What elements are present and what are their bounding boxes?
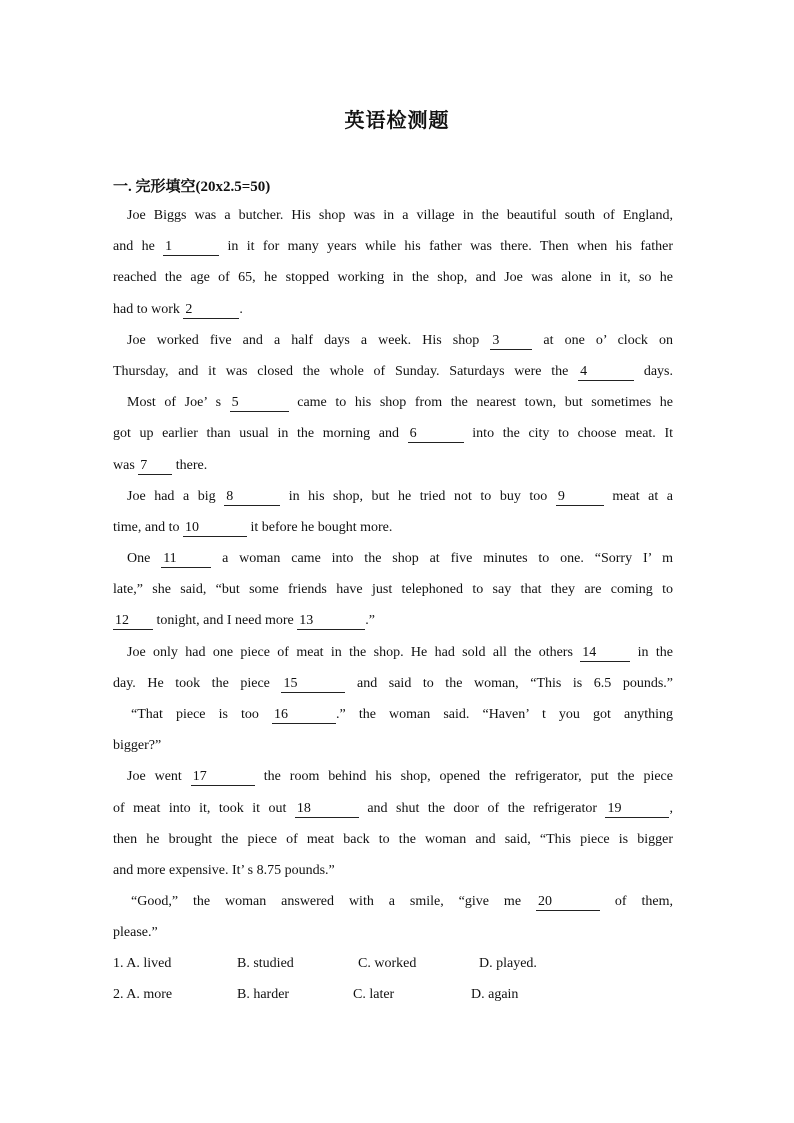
blank-7: 7 (138, 458, 172, 475)
passage-line: of meat into it, took it out 18 and shut the door of the refrigerator 19 , (113, 800, 673, 816)
passage-line: Joe worked five and a half days a week. His shop 3 at one o’ clock on (127, 332, 673, 348)
blank-12: 12 (113, 613, 153, 630)
passage-line: time, and to 10 it before he bought more. (113, 519, 393, 535)
blank-3: 3 (490, 333, 532, 350)
blank-4: 4 (578, 364, 634, 381)
passage-line: Thursday, and it was closed the whole of Sunday. Saturdays were the 4 days. (113, 363, 673, 379)
option-c: C. later (353, 987, 395, 1002)
option-d: D. played. (479, 956, 537, 971)
blank-9: 9 (556, 489, 604, 506)
blank-6: 6 (408, 426, 464, 443)
option-d: D. again (471, 987, 519, 1002)
blank-13: 13 (297, 613, 365, 630)
passage-line: Joe Biggs was a butcher. His shop was in a village in the beautiful south of England, (127, 208, 673, 223)
passage-line: please.” (113, 925, 158, 941)
passage-line: reached the age of 65, he stopped working in the shop, and Joe was alone in it, so he (113, 270, 673, 286)
blank-1: 1 (163, 239, 219, 256)
passage-line: 12 tonight, and I need more 13 .” (115, 613, 375, 629)
blank-17: 17 (191, 769, 255, 786)
passage-line: late,” she said, “but some friends have just telephoned to say that they are coming to (113, 582, 673, 598)
option-b: B. harder (237, 987, 290, 1002)
passage-line: had to work 2 . (113, 301, 243, 317)
passage-line: Joe went 17 the room behind his shop, opened the refrigerator, put the piece (127, 769, 673, 785)
passage-line: Joe had a big 8 in his shop, but he tried not to buy too 9 meat at a (127, 488, 673, 504)
blank-15: 15 (281, 676, 345, 693)
blank-14: 14 (580, 645, 630, 662)
passage (113, 200, 673, 949)
section-heading: 一. 完形填空(20x2.5=50) (113, 179, 271, 195)
option-a: 1. A. lived (113, 956, 172, 971)
blank-16: 16 (272, 707, 336, 724)
blank-11: 11 (161, 551, 211, 568)
passage-line: got up earlier than usual in the morning and 6 into the city to choose meat. It (113, 426, 673, 442)
passage-line: bigger?” (113, 738, 162, 754)
passage-line: and he 1 in it for many years while his father was there. Then when his father (113, 239, 673, 255)
blank-2: 2 (183, 302, 239, 319)
passage-line: then he brought the piece of meat back to the woman and said, “This piece is bigger (113, 831, 673, 847)
blank-8: 8 (224, 489, 280, 506)
blank-18: 18 (295, 801, 359, 818)
option-c: C. worked (358, 956, 417, 971)
option-b: B. studied (237, 956, 294, 971)
passage-line: “Good,” the woman answered with a smile, “give me 20 of them, (131, 894, 674, 910)
passage-line: Most of Joe’ s 5 came to his shop from the nearest town, but sometimes he (127, 395, 673, 411)
blank-10: 10 (183, 520, 247, 537)
passage-line: “That piece is too 16 .” the woman said. “Haven’ t you got anything (131, 707, 673, 722)
passage-line: and more expensive. It’ s 8.75 pounds.” (113, 862, 335, 878)
blank-20: 20 (536, 894, 600, 911)
blank-5: 5 (230, 395, 289, 412)
passage-line: day. He took the piece 15 and said to the woman, “This is 6.5 pounds.” (113, 675, 674, 691)
passage-line: was 7 there. (113, 457, 208, 473)
option-a: 2. A. more (113, 987, 173, 1002)
passage-line: One 11 a woman came into the shop at five minutes to one. “Sorry I’ m (127, 551, 674, 567)
passage-line: Joe only had one piece of meat in the shop. He had sold all the others 14 in the (127, 644, 673, 660)
page-title: 英语检测题 (344, 110, 450, 132)
blank-19: 19 (605, 801, 669, 818)
